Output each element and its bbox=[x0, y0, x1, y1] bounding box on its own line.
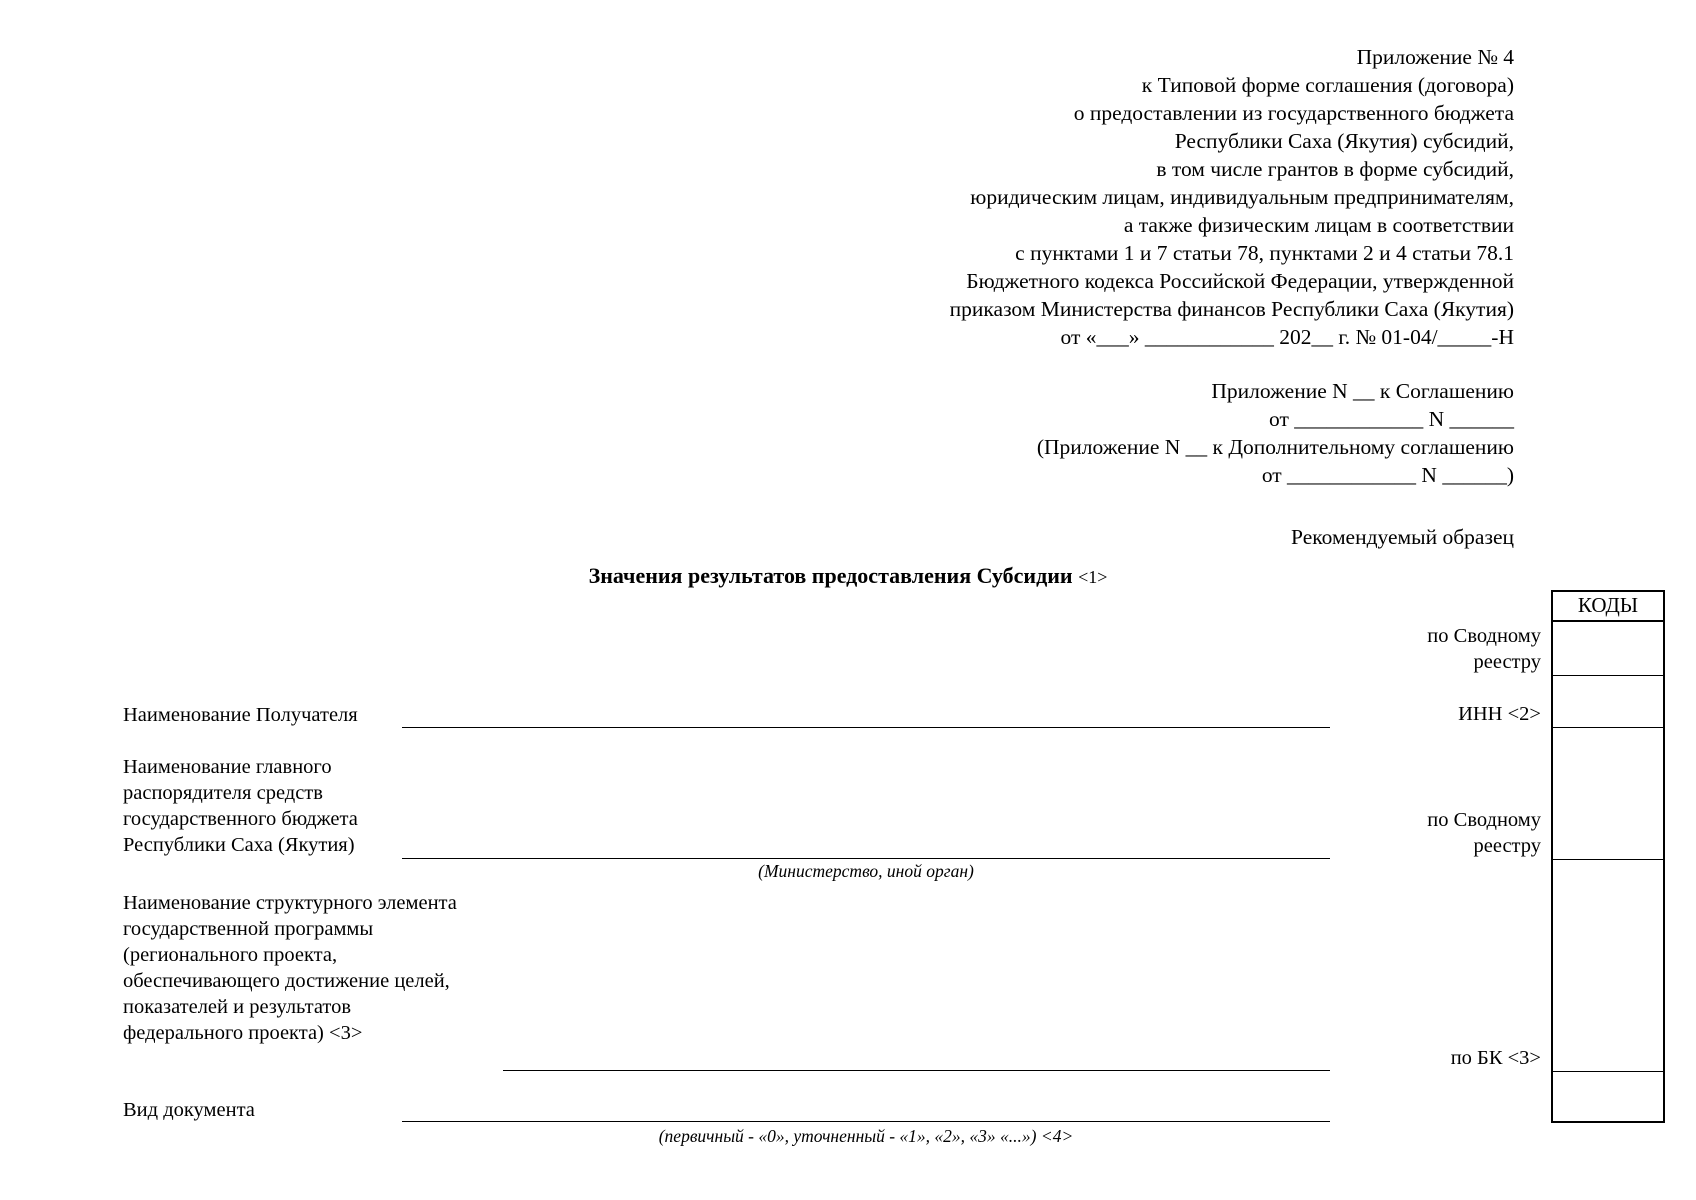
appendix-header-line: приказом Министерства финансов Республики Саха (Якутия) bbox=[949, 297, 1514, 321]
agreement-line: (Приложение N __ к Дополнительному соглашению bbox=[1036, 435, 1514, 459]
appendix-header-line: Бюджетного кодекса Российской Федерации, утвержденной bbox=[966, 269, 1514, 293]
structural-element-label bbox=[123, 890, 457, 1046]
structural-label-line: государственной программы bbox=[123, 918, 374, 940]
code-label-inn: ИНН <2> bbox=[1458, 703, 1541, 725]
codes-row-divider bbox=[1551, 1071, 1665, 1072]
recipient-label: Наименование Получателя bbox=[123, 704, 358, 726]
manager-label-line: распорядителя средств bbox=[123, 782, 323, 804]
document-title-main: Значения результатов предоставления Субсидии bbox=[588, 563, 1073, 588]
code-label-line: по Сводному bbox=[1427, 809, 1541, 831]
appendix-header-line: в том числе грантов в форме субсидий, bbox=[1156, 157, 1514, 181]
code-label-line: по Сводному bbox=[1427, 625, 1541, 647]
structural-label-line: показателей и результатов bbox=[123, 996, 352, 1018]
appendix-header-line: Приложение № 4 bbox=[1356, 45, 1514, 69]
appendix-header-line: от «___» ____________ 202__ г. № 01-04/_____-Н bbox=[1060, 325, 1514, 349]
manager-label-line: государственного бюджета bbox=[123, 808, 358, 830]
agreement-line: от ____________ N ______) bbox=[1261, 463, 1514, 487]
recipient-input-line[interactable] bbox=[402, 727, 1330, 728]
sample-label: Рекомендуемый образец bbox=[1291, 525, 1514, 549]
manager-label-line: Наименование главного bbox=[123, 756, 332, 778]
codes-table-header: КОДЫ bbox=[1551, 590, 1665, 622]
document-type-input-line[interactable] bbox=[402, 1121, 1330, 1122]
code-label-line: реестру bbox=[1473, 651, 1541, 673]
agreement-reference-block bbox=[1037, 377, 1514, 489]
agreement-line: от ____________ N ______ bbox=[1268, 407, 1514, 431]
structural-label-line: Наименование структурного элемента bbox=[123, 892, 457, 914]
appendix-header-line: а также физическим лицам в соответствии bbox=[1123, 213, 1514, 237]
agreement-line: Приложение N __ к Соглашению bbox=[1211, 379, 1514, 403]
appendix-header bbox=[950, 43, 1514, 351]
structural-label-line: обеспечивающего достижение целей, bbox=[123, 970, 450, 992]
code-label-registry-2 bbox=[1427, 807, 1541, 859]
codes-row-divider bbox=[1551, 727, 1665, 728]
manager-note: (Министерство, иной орган) bbox=[758, 861, 974, 881]
code-label-registry-1 bbox=[1427, 623, 1541, 675]
structural-label-line: (регионального проекта, bbox=[123, 944, 338, 966]
appendix-header-line: Республики Саха (Якутия) субсидий, bbox=[1174, 129, 1514, 153]
structural-element-input-line[interactable] bbox=[503, 1070, 1330, 1071]
codes-row-divider bbox=[1551, 675, 1665, 676]
manager-label bbox=[123, 754, 358, 858]
appendix-header-line: о предоставлении из государственного бюджета bbox=[1073, 101, 1514, 125]
document-type-label: Вид документа bbox=[123, 1099, 255, 1121]
appendix-header-line: юридическим лицам, индивидуальным предпринимателям, bbox=[970, 185, 1514, 209]
appendix-header-line: с пунктами 1 и 7 статьи 78, пунктами 2 и 4 статьи 78.1 bbox=[1015, 241, 1514, 265]
codes-row-divider bbox=[1551, 859, 1665, 860]
codes-table bbox=[1551, 590, 1665, 1123]
structural-label-line: федерального проекта) <3> bbox=[123, 1022, 363, 1044]
manager-input-line[interactable] bbox=[402, 858, 1330, 859]
document-type-note: (первичный - «0», уточненный - «1», «2», «3» «...») <4> bbox=[658, 1126, 1074, 1146]
document-title bbox=[0, 562, 1696, 591]
code-label-bk: по БК <3> bbox=[1450, 1047, 1541, 1069]
appendix-header-line: к Типовой форме соглашения (договора) bbox=[1141, 73, 1514, 97]
footnote-ref: <1> bbox=[1078, 567, 1108, 587]
code-label-line: реестру bbox=[1473, 835, 1541, 857]
manager-label-line: Республики Саха (Якутия) bbox=[123, 834, 355, 856]
